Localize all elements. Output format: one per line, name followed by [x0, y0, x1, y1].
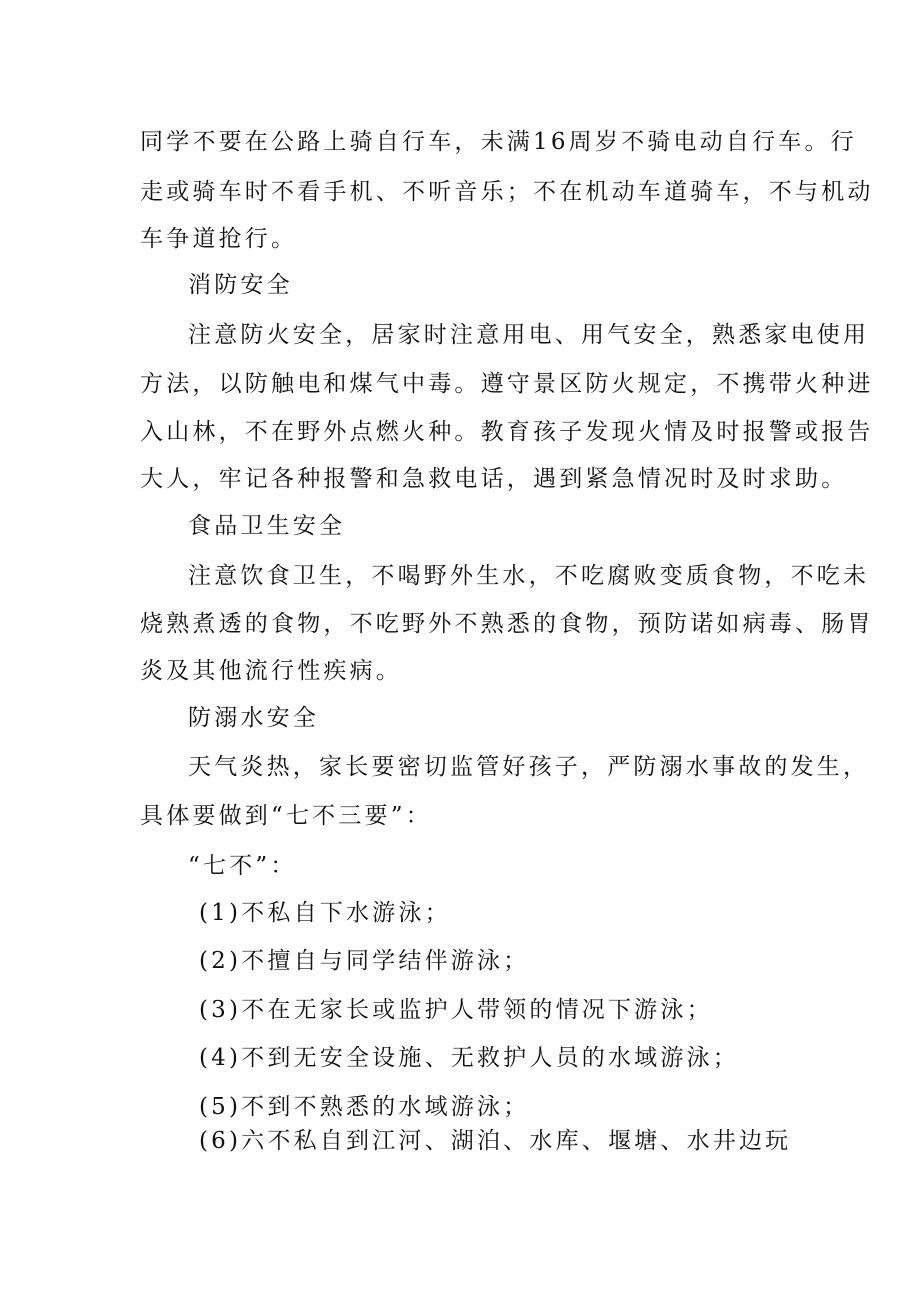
drowning-paragraph-line-2: 具体要做到“七不三要”： — [140, 803, 432, 829]
fire-paragraph-line-2: 方法，以防触电和煤气中毒。遵守景区防火规定，不携带火种进 — [140, 371, 874, 397]
seven-no-item-2: (2)不擅自与同学结伴游泳； — [199, 948, 530, 974]
fire-paragraph-line-3: 入山林，不在野外点燃火种。教育孩子发现火情及时报警或报告 — [140, 419, 874, 445]
seven-no-item-3: (3)不在无家长或监护人带领的情况下游泳； — [199, 997, 713, 1023]
fire-paragraph-line-4: 大人，牢记各种报警和急救电话，遇到紧急情况时及时求助。 — [140, 466, 848, 492]
fire-safety-heading: 消防安全 — [188, 272, 293, 298]
food-safety-heading: 食品卫生安全 — [188, 513, 346, 539]
traffic-paragraph-line-3: 车争道抢行。 — [140, 226, 298, 252]
traffic-paragraph-line-1: 同学不要在公路上骑自行车，未满16周岁不骑电动自行车。行 — [140, 129, 857, 155]
seven-no-item-4: (4)不到无安全设施、无救护人员的水域游泳； — [199, 1045, 739, 1071]
food-paragraph-line-3: 炎及其他流行性疾病。 — [140, 658, 402, 684]
seven-no-item-5: (5)不到不熟悉的水域游泳； — [199, 1094, 530, 1120]
food-paragraph-line-1: 注意饮食卫生，不喝野外生水，不吃腐败变质食物，不吃未 — [188, 563, 870, 589]
food-paragraph-line-2: 烧熟煮透的食物，不吃野外不熟悉的食物，预防诺如病毒、肠胃 — [140, 611, 874, 637]
drowning-paragraph-line-1: 天气炎热，家长要密切监管好孩子，严防溺水事故的发生， — [188, 754, 870, 780]
seven-no-label: “七不”： — [188, 853, 297, 879]
seven-no-item-6: (6)六不私自到江河、湖泊、水库、堰塘、水井边玩 — [199, 1128, 792, 1154]
seven-no-item-1: (1)不私自下水游泳； — [199, 900, 451, 926]
fire-paragraph-line-1: 注意防火安全，居家时注意用电、用气安全，熟悉家电使用 — [188, 322, 870, 348]
traffic-paragraph-line-2: 走或骑车时不看手机、不听音乐；不在机动车道骑车，不与机动 — [140, 179, 874, 205]
drowning-safety-heading: 防溺水安全 — [188, 705, 319, 731]
